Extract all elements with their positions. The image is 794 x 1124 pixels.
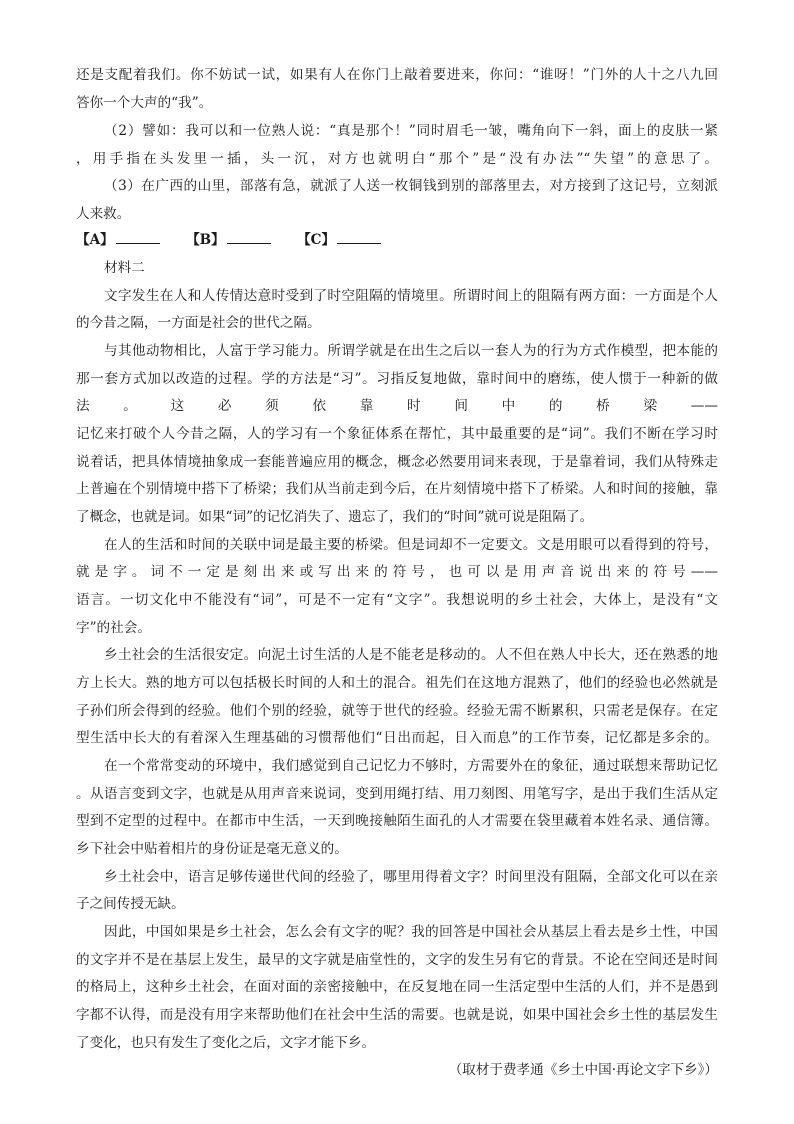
text-line: 在一个常常变动的环境中，我们感觉到自己记忆力不够时，方需要外在的象征，通过联想来帮助记忆 [104, 758, 718, 774]
text-line: 人来救。 [76, 206, 131, 222]
text-line: 字”的社会。 [76, 620, 151, 636]
blank-c[interactable]: 【C】 [297, 228, 381, 252]
text-line: 答你一个大声的“我”。 [76, 95, 213, 111]
text-line: 型到不定型的过程中。在都市中生活，一天到晚接触陌生面孔的人才需要在袋里藏着本姓名录、通信簿。 [76, 813, 718, 829]
text-line: 了概念，也就是词。如果“词”的记忆消失了、遗忘了，我们的“时间”就可说是阻隔了。 [76, 509, 594, 525]
text-line: 乡下社会中贴着相片的身份证是毫无意义的。 [76, 841, 348, 857]
blank-line [116, 229, 160, 244]
text-line: 与其他动物相比，人富于学习能力。所谓学就是在出生之后以一套人为的行为方式作模型，把本能的 [104, 343, 718, 359]
text-line: （3）在广西的山里，部落有急，就派了人送一枚铜钱到别的部落里去，对方接到了这记号，立刻派 [104, 178, 718, 194]
text-line: 型生活中长大的有着深入生理基础的习惯帮他们“日出而起，日入而息”的工作节奏，记忆都是多余的。 [76, 730, 718, 746]
text-line: 乡土社会的生活很安定。向泥土讨生活的人是不能老是移动的。人不但在熟人中长大，还在熟悉的地 [104, 647, 718, 663]
text-line: 还是支配着我们。你不妨试一试，如果有人在你门上敲着要进来，你问：“谁呀！”门外的人十之八九回 [76, 67, 718, 83]
text-line: 的格局上，这种乡土社会，在面对面的亲密接触中，在反复地在同一生活定型中生活的人们，并不是愚到 [76, 979, 718, 995]
text-line: 子孙们所会得到的经验。他们个别的经验，就等于世代的经验。经验无需不断累积，只需老是保存。在定 [76, 703, 718, 719]
text-line: 。从语言变到文字，也就是从用声音来说词，变到用绳打结、用刀刻图、用笔写字，是出于我们生活从定 [76, 786, 718, 802]
blank-line [227, 229, 271, 244]
blank-a[interactable]: 【A】 [76, 228, 160, 252]
blank-line [337, 229, 381, 244]
text-line: 语言。一切文化中不能没有“词”，可是不一定有“文字”。我想说明的乡土社会，大体上，是没有“文 [76, 592, 718, 608]
text-line: 了变化，也只有发生了变化之后，文字才能下乡。 [76, 1035, 376, 1051]
text-line: 说着话，把具体情境抽象成一套能普遍应用的概念，概念必然要用词来表现，于是靠着词，我们从特殊走 [76, 454, 718, 470]
text-line: 上普遍在个别情境中搭下了桥梁；我们从当前走到今后，在片刻情境中搭下了桥梁。人和时间的接触，靠 [76, 481, 718, 497]
text-line: 记忆来打破个人今昔之隔，人的学习有一个象征体系在帮忙，其中最重要的是“词”。我们不断在学习时 [76, 426, 718, 442]
text-line: 在人的生活和时间的关联中词是最主要的桥梁。但是词却不一定要文。文是用眼可以看得到的符号， [104, 537, 718, 553]
blank-b[interactable]: 【B】 [186, 228, 271, 252]
text-line: 的今昔之隔，一方面是社会的世代之隔。 [76, 315, 321, 331]
text-line: 乡土社会中，语言足够传递世代间的经验了，哪里用得着文字？时间里没有阻隔，全部文化可以在亲 [104, 869, 718, 885]
source-citation: （取材于费孝通《乡土中国·再论文字下乡》） [448, 1062, 718, 1078]
text-line: 的文字并不是在基层上发生，最早的文字就是庙堂性的，文字的发生另有它的背景。不论在空间还是时间 [76, 952, 718, 968]
text-line: 法。这必须依靠时间中的桥梁—— [76, 398, 718, 414]
text-line: （2）譬如：我可以和一位熟人说：“真是那个！”同时眉毛一皱，嘴角向下一斜，面上的皮肤一紧 [104, 123, 718, 139]
text-line: 字都不认得，而是没有用字来帮助他们在社会中生活的需要。也就是说，如果中国社会乡土性的基层发生 [76, 1007, 718, 1023]
text-line: 文字发生在人和人传情达意时受到了时空阻隔的情境里。所谓时间上的阻隔有两方面：一方面是个人 [104, 288, 718, 304]
section-heading: 材料二 [104, 260, 145, 276]
text-line: 因此，中国如果是乡土社会，怎么会有文字的呢？我的回答是中国社会从基层上看去是乡土性，中国 [104, 924, 718, 940]
text-line: 方上长大。熟的地方可以包括极长时间的人和土的混合。祖先们在这地方混熟了，他们的经验也必然就是 [76, 675, 718, 691]
text-line: ，用手指在头发里一插，头一沉，对方也就明白“那个”是“没有办法”“失望”的意思了。 [76, 151, 718, 167]
text-line: 子之间传授无缺。 [76, 896, 185, 912]
text-line: 就是字。词不一定是刻出来或写出来的符号，也可以是用声音说出来的符号—— [76, 564, 718, 580]
answer-blanks [76, 228, 403, 252]
text-line: 那一套方式加以改造的过程。学的方法是“习”。习指反复地做，靠时间中的磨练，使人惯于一种新的做 [76, 371, 718, 387]
